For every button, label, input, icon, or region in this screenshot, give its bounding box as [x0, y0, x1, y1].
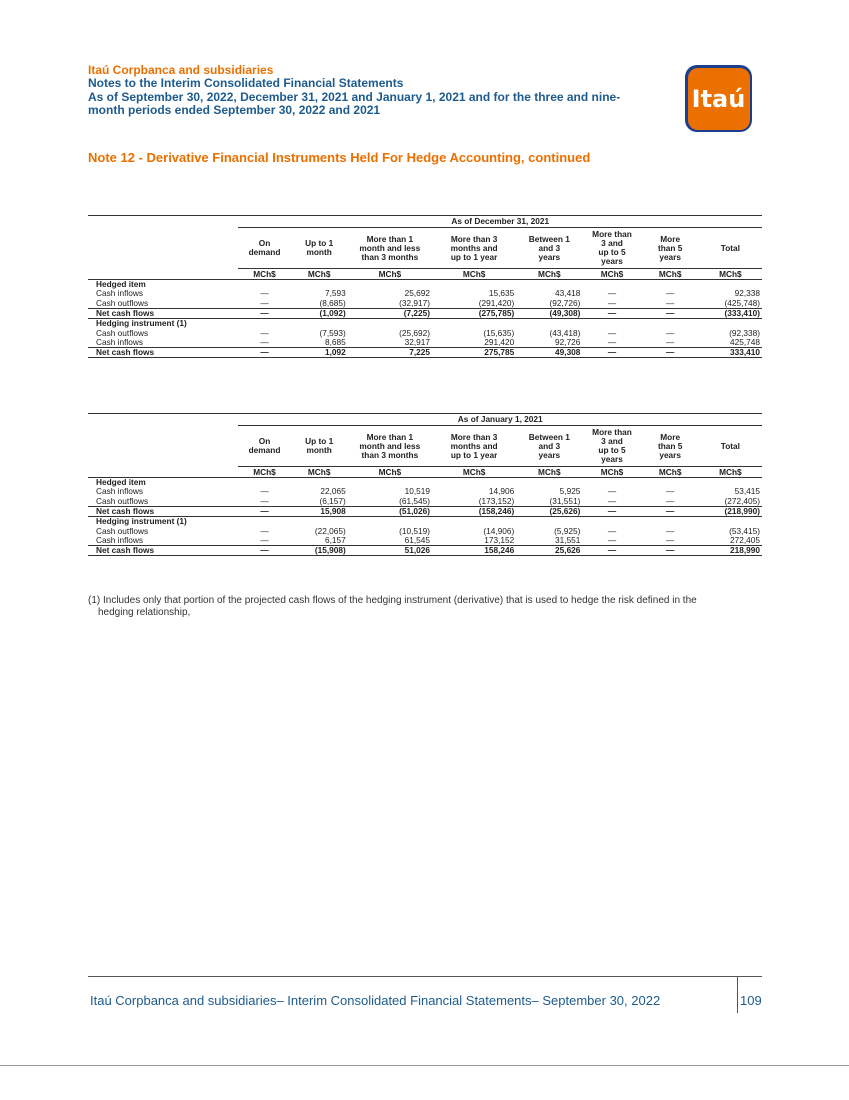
section-row	[88, 319, 762, 329]
period-header: As of December 31, 2021	[238, 216, 762, 228]
column-header-row	[88, 426, 762, 467]
net-cash-flows-row	[88, 348, 762, 358]
table-cell: 10,519	[404, 486, 430, 497]
table-cell: —	[582, 546, 641, 556]
table-cell: —	[260, 327, 269, 338]
page-bottom-rule	[0, 1065, 849, 1066]
table-cell: (333,410)	[699, 308, 762, 318]
footer-rule	[88, 976, 762, 977]
net-cash-flows-row	[88, 506, 762, 516]
table-cell: (92,338)	[729, 327, 760, 338]
table-cell: 92,338	[734, 288, 760, 299]
unit-label: MCh$	[582, 467, 641, 478]
table-cell: —	[666, 495, 675, 506]
table-cell: (5,925)	[554, 525, 581, 536]
table-cell: 14,906	[488, 486, 515, 497]
table-cell: —	[238, 506, 290, 516]
itau-logo	[685, 65, 752, 132]
period-row	[88, 414, 762, 426]
table-cell: (32,917)	[399, 297, 430, 308]
unit-label: MCh$	[291, 467, 348, 478]
table-cell: —	[607, 525, 617, 536]
label-spacer	[88, 426, 238, 467]
table-cell: —	[260, 297, 269, 308]
table-cell: (7,225)	[348, 308, 432, 318]
table-cell: —	[666, 486, 675, 497]
table-cell: —	[666, 327, 675, 338]
table-cell: (61,545)	[399, 495, 430, 506]
row-label: Cash outflows	[96, 327, 149, 338]
column-header: More than 5 years	[657, 233, 683, 262]
footnote-line-2: hedging relationship,	[98, 606, 191, 618]
table-cell: (7,593)	[319, 327, 346, 338]
table-cell: —	[642, 506, 699, 516]
row-label: Cash inflows	[96, 534, 144, 545]
table-cell: —	[642, 308, 699, 318]
table-cell: (49,308)	[516, 308, 582, 318]
label-spacer	[88, 467, 238, 478]
table-cell: —	[582, 506, 641, 516]
maturity-table-jan-2021	[88, 413, 762, 556]
unit-label: MCh$	[291, 269, 348, 280]
table-cell: (22,065)	[314, 525, 346, 536]
column-header: Between 1 and 3 years	[528, 431, 570, 460]
page-number: 109	[740, 993, 762, 1008]
table-cell: —	[607, 288, 617, 299]
column-header: More than 1 month and less than 3 months	[359, 431, 421, 460]
table-cell: —	[642, 348, 699, 358]
table-cell: (15,635)	[483, 327, 515, 338]
table-cell: (8,685)	[319, 297, 346, 308]
header-line-3: month periods ended September 30, 2022 and 2021	[88, 103, 381, 117]
table-cell: (43,418)	[549, 327, 581, 338]
unit-label: MCh$	[348, 269, 432, 280]
table-cell: —	[238, 348, 290, 358]
section-label: Hedging instrument (1)	[96, 516, 187, 527]
period-row	[88, 216, 762, 228]
unit-label: MCh$	[238, 269, 290, 280]
column-header: More than 3 and up to 5 years	[592, 427, 632, 464]
table-cell: —	[607, 297, 617, 308]
table-cell: 5,925	[559, 486, 581, 497]
unit-label: MCh$	[582, 269, 641, 280]
table-cell: —	[582, 308, 641, 318]
table-cell: 43,418	[555, 288, 581, 299]
column-header: More than 5 years	[657, 431, 683, 460]
table-cell: (14,906)	[483, 525, 515, 536]
note-title: Note 12 - Derivative Financial Instruments Held For Hedge Accounting, continued	[88, 150, 591, 165]
table-cell: —	[260, 486, 269, 497]
table-row	[88, 338, 762, 348]
table-cell: 425,748	[730, 336, 760, 347]
period-header: As of January 1, 2021	[238, 414, 762, 426]
table-cell: 7,225	[348, 348, 432, 358]
table-cell: (272,405)	[724, 495, 760, 506]
table-cell: 51,026	[348, 546, 432, 556]
unit-label: MCh$	[238, 467, 290, 478]
footnote	[88, 595, 764, 618]
table-cell: (25,626)	[516, 506, 582, 516]
net-cash-flows-row	[88, 308, 762, 318]
label-spacer	[88, 216, 238, 228]
column-header: More than 3 months and up to 1 year	[450, 431, 498, 460]
table-cell: (10,519)	[399, 525, 430, 536]
label-spacer	[88, 414, 238, 426]
table-cell: (6,157)	[319, 495, 346, 506]
table-cell: 92,726	[555, 336, 581, 347]
row-label: Cash outflows	[96, 495, 149, 506]
table-cell: 22,065	[320, 486, 346, 497]
table-row	[88, 536, 762, 546]
table-cell: 25,626	[516, 546, 582, 556]
table-cell: (173,152)	[478, 495, 515, 506]
table-cell: 61,545	[404, 534, 430, 545]
column-header: More than 3 and up to 5 years	[592, 229, 632, 266]
table-cell: —	[607, 495, 617, 506]
table-cell: —	[260, 336, 269, 347]
unit-label: MCh$	[516, 467, 582, 478]
table-cell: (15,908)	[291, 546, 348, 556]
header-line-2: As of September 30, 2022, December 31, 2021 and January 1, 2021 and for the three and nine-	[88, 89, 621, 104]
column-header: Total	[720, 242, 740, 253]
footer-text: Itaú Corpbanca and subsidiaries– Interim Consolidated Financial Statements– September 30, 2022	[90, 993, 661, 1008]
row-label: Cash inflows	[96, 288, 144, 299]
table-cell: —	[666, 288, 675, 299]
column-header: Between 1 and 3 years	[528, 233, 570, 262]
unit-label: MCh$	[642, 467, 699, 478]
table-cell: 173,152	[484, 534, 515, 545]
table-cell: —	[238, 308, 290, 318]
unit-label: MCh$	[432, 269, 516, 280]
row-label: Net cash flows	[88, 506, 238, 516]
table-cell: —	[642, 546, 699, 556]
table-cell: —	[607, 327, 617, 338]
table-cell: 158,246	[432, 546, 516, 556]
row-label: Net cash flows	[88, 308, 238, 318]
page-header	[88, 63, 668, 118]
table-cell: —	[260, 288, 269, 299]
column-header: More than 3 months and up to 1 year	[450, 233, 498, 262]
column-header: On demand	[248, 238, 281, 257]
table-cell: 49,308	[516, 348, 582, 358]
column-header: Up to 1 month	[305, 436, 334, 455]
table-cell: 1,092	[291, 348, 348, 358]
table-cell: —	[666, 297, 675, 308]
column-header: More than 1 month and less than 3 months	[359, 233, 421, 262]
row-label: Cash inflows	[96, 486, 144, 497]
section-label: Hedged item	[96, 477, 146, 488]
table-cell: 53,415	[734, 486, 760, 497]
column-header: On demand	[248, 436, 281, 455]
table-cell: 291,420	[484, 336, 515, 347]
unit-label: MCh$	[699, 467, 762, 478]
table-cell: 8,685	[324, 336, 346, 347]
table-cell: 6,157	[324, 534, 346, 545]
units-row	[88, 467, 762, 478]
table-cell: 31,551	[555, 534, 581, 545]
company-name: Itaú Corpbanca and subsidiaries	[88, 63, 274, 77]
footnote-line-1: (1) Includes only that portion of the projected cash flows of the hedging instrument (derivative) that is used to hedge the risk defined in the	[88, 595, 697, 606]
row-label: Net cash flows	[88, 348, 238, 358]
row-label: Net cash flows	[88, 546, 238, 556]
column-header-row	[88, 228, 762, 269]
table-cell: (25,692)	[399, 327, 430, 338]
row-label: Cash inflows	[96, 336, 144, 347]
header-line-1: Notes to the Interim Consolidated Financial Statements	[88, 76, 404, 90]
section-label: Hedged item	[96, 279, 146, 290]
logo-text: Itaú	[691, 84, 746, 113]
table-cell: —	[607, 486, 617, 497]
label-spacer	[88, 228, 238, 269]
table-cell: 333,410	[699, 348, 762, 358]
table-cell: —	[666, 534, 675, 545]
section-row	[88, 517, 762, 527]
table-cell: —	[260, 534, 269, 545]
table-cell: (1,092)	[291, 308, 348, 318]
unit-label: MCh$	[699, 269, 762, 280]
table-cell: (291,420)	[478, 297, 515, 308]
table-cell: (158,246)	[432, 506, 516, 516]
table-row	[88, 497, 762, 507]
label-spacer	[88, 269, 238, 280]
table-cell: (92,726)	[549, 297, 581, 308]
table-cell: 275,785	[432, 348, 516, 358]
table-cell: 15,635	[488, 288, 515, 299]
table-cell: (275,785)	[432, 308, 516, 318]
table-cell: 32,917	[404, 336, 430, 347]
unit-label: MCh$	[432, 467, 516, 478]
row-label: Cash outflows	[96, 525, 149, 536]
section-label: Hedging instrument (1)	[96, 318, 187, 329]
table-cell: 272,405	[730, 534, 760, 545]
table-cell: —	[607, 336, 617, 347]
table-cell: —	[666, 525, 675, 536]
maturity-table-dec-2021	[88, 215, 762, 358]
net-cash-flows-row	[88, 546, 762, 556]
table-cell: (31,551)	[549, 495, 581, 506]
table-cell: 218,990	[699, 546, 762, 556]
table-cell: (53,415)	[729, 525, 760, 536]
table-row	[88, 299, 762, 309]
table-cell: —	[238, 546, 290, 556]
unit-label: MCh$	[516, 269, 582, 280]
table-cell: —	[260, 525, 269, 536]
table-cell: 7,593	[324, 288, 346, 299]
column-header: Total	[720, 440, 740, 451]
table-cell: —	[260, 495, 269, 506]
table-cell: (425,748)	[724, 297, 760, 308]
table-cell: (218,990)	[699, 506, 762, 516]
table-cell: —	[582, 348, 641, 358]
column-header: Up to 1 month	[305, 238, 334, 257]
table-cell: 25,692	[404, 288, 430, 299]
footer-separator	[737, 977, 738, 1013]
units-row	[88, 269, 762, 280]
table-cell: (51,026)	[348, 506, 432, 516]
table-cell: —	[607, 534, 617, 545]
table-cell: 15,908	[291, 506, 348, 516]
row-label: Cash outflows	[96, 297, 149, 308]
unit-label: MCh$	[642, 269, 699, 280]
table-cell: —	[666, 336, 675, 347]
unit-label: MCh$	[348, 467, 432, 478]
